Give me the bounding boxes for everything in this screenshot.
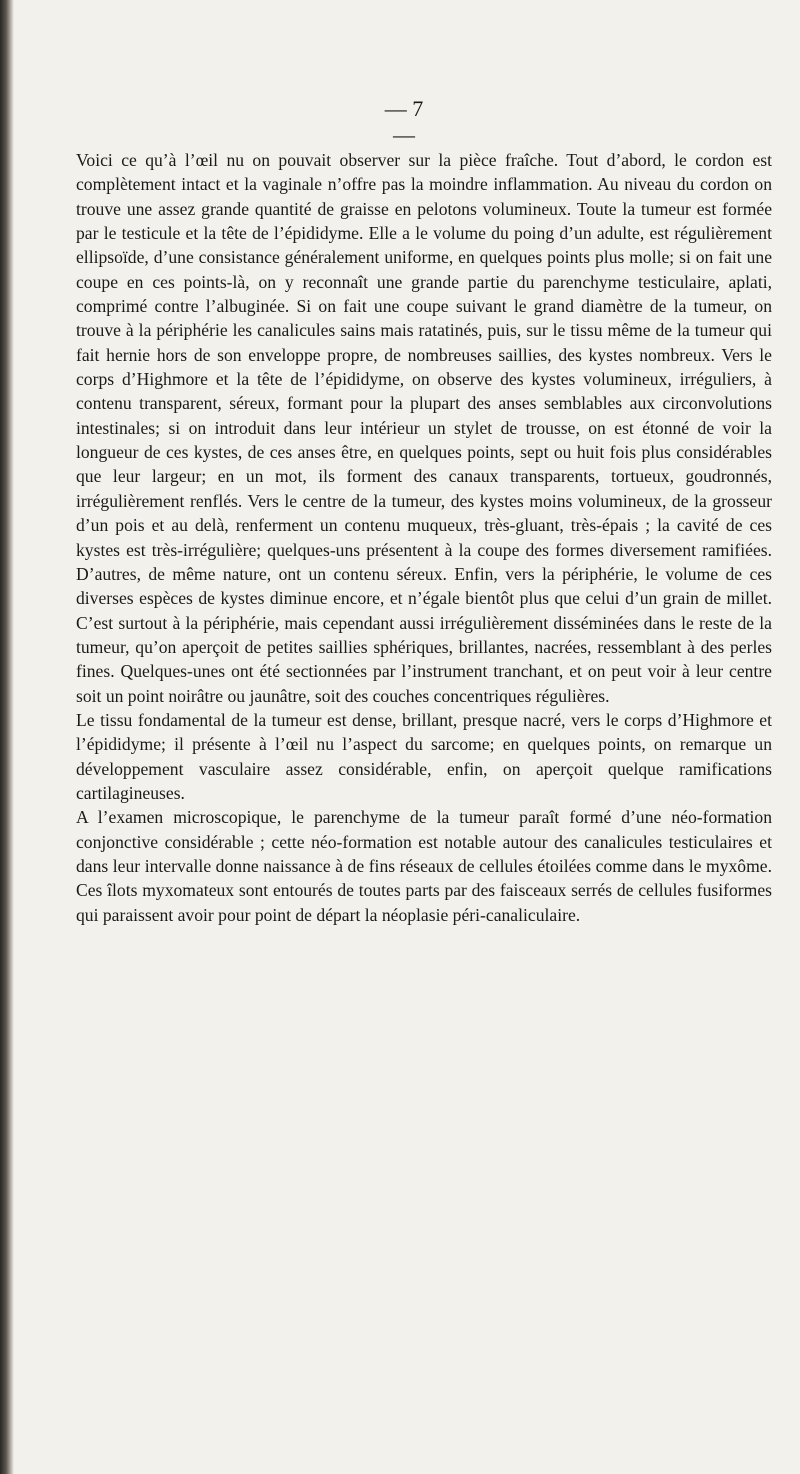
page-body: [76, 148, 772, 927]
paragraph-fundamental-tissue: Le tissu fondamental de la tumeur est dense, brillant, presque nacré, vers le corps d’Highmore et l’épididyme; il présente à l’œil nu l’aspect du sarcome; en quelques points, on remarque un développement vasculaire assez considérable, enfin, on aperçoit quelque ramifications cartilagineuses.: [76, 709, 772, 803]
paragraph-gross-examination: Voici ce qu’à l’œil nu on pouvait observer sur la pièce fraîche. Tout d’abord, le cordon est complètement intact et la vaginale n’offre pas la moindre inflammation. Au niveau du cordon on trouve une assez grande quantité de graisse en pelotons volumineux. Toute la tumeur est formée par le testicule et la tête de l’épididyme. Elle a le volume du poing d’un adulte, est régulièrement ellipsoïde, d’une consistance généralement uniforme, en quelques points plus molle; si on fait une coupe en ces points-là, on y reconnaît une grande partie du parenchyme testiculaire, aplati, comprimé contre l’albuginée. Si on fait une coupe suivant le grand diamètre de la tumeur, on trouve à la périphérie les canalicules sains mais ratatinés, puis, sur le tissu même de la tumeur qui fait hernie hors de son enveloppe propre, de nombreuses saillies, des kystes nombreux. Vers le corps d’Highmore et la tête de l’épididyme, on observe des kystes volumineux, irréguliers, à contenu transparent, séreux, formant pour la plupart des anses semblables aux circonvolutions intestinales; si on introduit dans leur intérieur un stylet de trousse, on est étonné de voir la longueur de ces kystes, de ces anses être, en quelques points, sept ou huit fois plus considérables que leur largeur; en un mot, ils forment des canaux transparents, tortueux, goudronnés, irrégulièrement renflés. Vers le centre de la tumeur, des kystes moins volumineux, de la grosseur d’un pois et au delà, renferment un contenu muqueux, très-gluant, très-épais ; la cavité de ces kystes est très-irrégulière; quelques-uns présentent à la coupe des formes diversement ramifiées. D’autres, de même nature, ont un contenu séreux. Enfin, vers la périphérie, le volume de ces diverses espèces de kystes diminue encore, et n’égale bientôt plus que celui d’un grain de millet. C’est surtout à la périphérie, mais cependant aussi irrégulièrement disséminées dans le reste de la tumeur, qu’on aperçoit de petites saillies sphériques, brillantes, nacrées, ressemblant à des perles fines. Quelques-unes ont été sectionnées par l’instrument tranchant, et on peut voir à leur centre soit un point noirâtre ou jaunâtre, soit des couches concentriques régulières.: [76, 150, 772, 706]
page-number: [384, 96, 424, 148]
page-number-text: — 7 —: [384, 96, 424, 147]
paragraph-microscopic-examination: A l’examen microscopique, le parenchyme de la tumeur paraît formé d’une néo-formation conjonctive considérable ; cette néo-formation est notable autour des canalicules testiculaires et dans leur intervalle donne naissance à de fins réseaux de cellules étoilées comme dans le myxôme. Ces îlots myxomateux sont entourés de toutes parts par des faisceaux serrés de cellules fusiformes qui paraissent avoir pour point de départ la néoplasie péri-canaliculaire.: [76, 807, 772, 925]
page-binding-shadow: [0, 0, 14, 1474]
